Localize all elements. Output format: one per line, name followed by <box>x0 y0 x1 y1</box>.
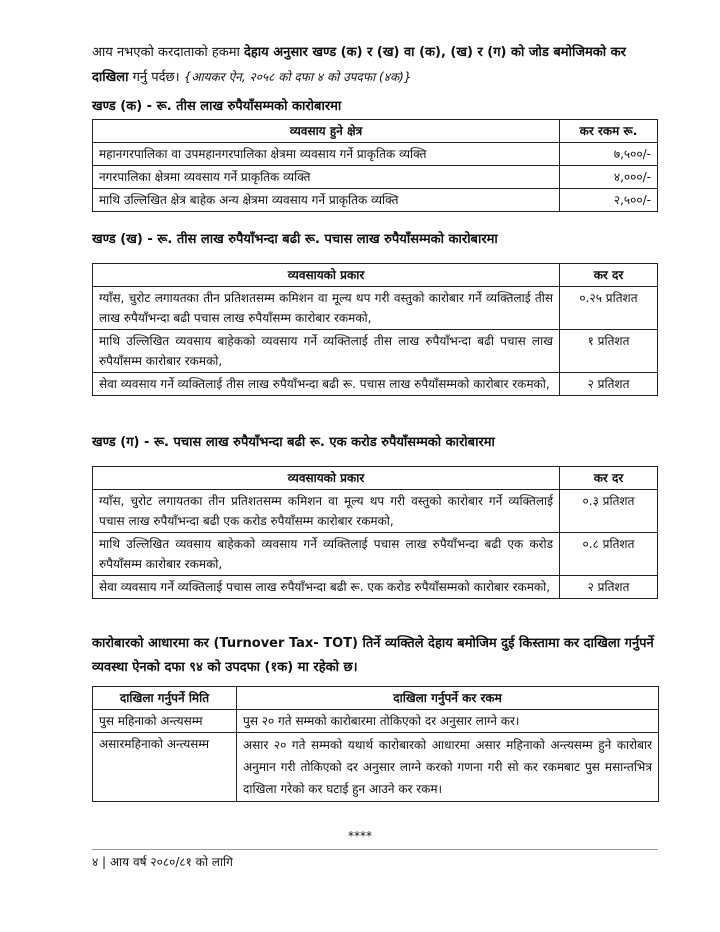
business-type-cell: सेवा व्यवसाय गर्ने व्यक्तिलाई पचास लाख रुपैयाँभन्दा बढी रू. एक करोड रुपैयाँसम्मको कारोबार रकमको, <box>93 576 560 599</box>
installment-table <box>92 686 659 802</box>
table-header-row <box>93 687 659 710</box>
tax-amount-cell: असार २० गते सम्मको यथार्थ कारोबारको आधारमा असार महिनाको अन्त्यसम्म हुने कारोबार अनुमान गरी तोकिएको दर अनुसार लाग्ने करको गणना गरी सो कर रकमबाट पुस मसान्तभित्र दाखिला गरेको कर घटाई हुन आउने कर रकम। <box>237 733 659 802</box>
tax-rate-cell: २ प्रतिशत <box>560 373 658 396</box>
column-header: दाखिला गर्नुपर्ने मिति <box>93 687 237 710</box>
tax-amount-cell: ७,५००/- <box>560 143 658 166</box>
business-area-cell: महानगरपालिका वा उपमहानगरपालिका क्षेत्रमा व्यवसाय गर्ने प्राकृतिक व्यक्ति <box>93 143 560 166</box>
due-date-cell: असारमहिनाको अन्त्यसम्म <box>93 733 237 802</box>
table-header-row <box>93 120 658 143</box>
intro-text: आय नभएको करदाताको हकमा <box>92 45 240 60</box>
business-type-cell: सेवा व्यवसाय गर्ने व्यक्तिलाई तीस लाख रुपैयाँभन्दा बढी रू. पचास लाख रुपैयाँसम्मको कारोबार रकमको, <box>93 373 560 396</box>
intro-paragraph <box>92 40 662 90</box>
section-ka-table <box>92 119 658 212</box>
business-type-cell: ग्याँस, चुरोट लगायतका तीन प्रतिशतसम्म कमिशन वा मूल्य थप गरी वस्तुको कारोबार गर्ने व्यक्तिलाई तीस लाख रुपैयाँभन्दा बढी पचास लाख रुपैयाँसम्म कारोबार रकमको, <box>93 287 560 330</box>
section-end-marker: **** <box>348 829 372 843</box>
section-kha-heading: खण्ड (ख) - रू. तीस लाख रुपैयाँभन्दा बढी रू. पचास लाख रुपैयाँसम्मको कारोबारमा <box>92 232 498 247</box>
tax-rate-cell: ०.८ प्रतिशत <box>560 533 658 576</box>
tax-amount-cell: पुस २० गते सम्मको कारोबारमा तोकिएको दर अनुसार लाग्ने कर। <box>237 710 659 733</box>
page-footer: ४ | आय वर्ष २०८०/८१ को लागि <box>92 855 233 869</box>
section-kha-table <box>92 263 658 396</box>
tax-rate-cell: २ प्रतिशत <box>560 576 658 599</box>
table-row <box>93 710 659 733</box>
section-ga-table <box>92 466 658 599</box>
column-header: व्यवसायको प्रकार <box>93 467 560 490</box>
table-row <box>93 533 658 576</box>
column-header: कर दर <box>560 467 658 490</box>
table-row <box>93 330 658 373</box>
column-header: कर रकम रू. <box>560 120 658 143</box>
footer-divider <box>92 849 658 850</box>
tax-rate-cell: १ प्रतिशत <box>560 330 658 373</box>
table-header-row <box>93 467 658 490</box>
business-area-cell: माथि उल्लिखित क्षेत्र बाहेक अन्य क्षेत्रमा व्यवसाय गर्ने प्राकृतिक व्यक्ति <box>93 189 560 212</box>
due-date-cell: पुस महिनाको अन्त्यसम्म <box>93 710 237 733</box>
intro-text-end: गर्नु पर्दछ। <box>132 70 180 85</box>
business-type-cell: ग्याँस, चुरोट लगायतका तीन प्रतिशतसम्म कमिशन वा मूल्य थप गरी वस्तुको कारोबार गर्ने व्यक्तिलाई पचास लाख रुपैयाँभन्दा बढी एक करोड रुपैयाँसम्म कारोबार रकमको, <box>93 490 560 533</box>
column-header: व्यवसायको प्रकार <box>93 264 560 287</box>
business-area-cell: नगरपालिका क्षेत्रमा व्यवसाय गर्ने प्राकृतिक व्यक्ति <box>93 166 560 189</box>
section-ga-heading: खण्ड (ग) - रू. पचास लाख रुपैयाँभन्दा बढी रू. एक करोड रुपैयाँसम्मको कारोबारमा <box>92 435 495 450</box>
tax-amount-cell: २,५००/- <box>560 189 658 212</box>
table-header-row <box>93 264 658 287</box>
table-row <box>93 143 658 166</box>
column-header: व्यवसाय हुने क्षेत्र <box>93 120 560 143</box>
table-row <box>93 490 658 533</box>
tax-amount-cell: ४,०००/- <box>560 166 658 189</box>
intro-legal-reference: {आयकर ऐन, २०५८ को दफा ४ को उपदफा (४क)} <box>183 70 412 84</box>
column-header: कर दर <box>560 264 658 287</box>
intro-bold-text: देहाय अनुसार खण्ड (क) र (ख) वा (क), (ख) र (ग) को जोड बमोजिमको कर दाखिला <box>92 45 626 85</box>
table-row <box>93 733 659 802</box>
table-row <box>93 576 658 599</box>
section-ka-heading: खण्ड (क) - रू. तीस लाख रुपैयाँसम्मको कारोबारमा <box>92 99 342 114</box>
table-row <box>93 373 658 396</box>
business-type-cell: माथि उल्लिखित व्यवसाय बाहेकको व्यवसाय गर्ने व्यक्तिलाई तीस लाख रुपैयाँभन्दा बढी पचास लाख रुपैयाँसम्म कारोबार रकमको, <box>93 330 560 373</box>
business-type-cell: माथि उल्लिखित व्यवसाय बाहेकको व्यवसाय गर्ने व्यक्तिलाई पचास लाख रुपैयाँभन्दा बढी एक करोड रुपैयाँसम्म कारोबार रकमको, <box>93 533 560 576</box>
tax-rate-cell: ०.३ प्रतिशत <box>560 490 658 533</box>
tax-rate-cell: ०.२५ प्रतिशत <box>560 287 658 330</box>
table-row <box>93 189 658 212</box>
column-header: दाखिला गर्नुपर्ने कर रकम <box>237 687 659 710</box>
table-row <box>93 166 658 189</box>
table-row <box>93 287 658 330</box>
turnover-tax-note: कारोबारको आधारमा कर (Turnover Tax- TOT) तिर्ने व्यक्तिले देहाय बमोजिम दुई किस्तामा कर दाखिला गर्नुपर्ने व्यवस्था ऐनको दफा ९४ को उपदफा (१क) मा रहेको छ। <box>92 636 654 675</box>
